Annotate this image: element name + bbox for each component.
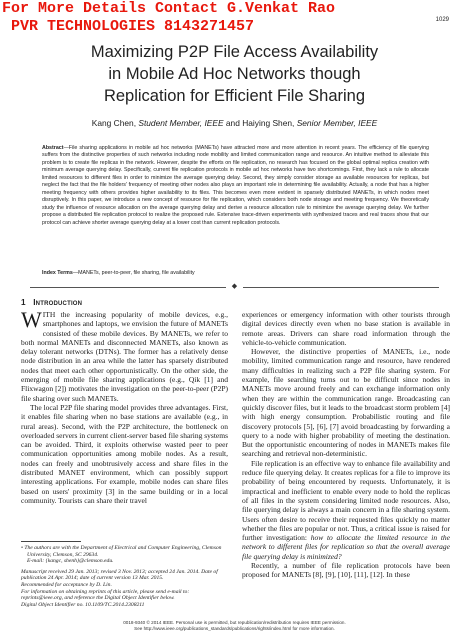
author-conjunction: and [225, 118, 240, 128]
index-terms-label: Index Terms [42, 270, 73, 276]
footer-line-1: 0018-9340 © 2014 IEEE. Personal use is permitted, but republication/redistribution requires IEEE permission. [123, 620, 346, 625]
abstract-label: Abstract [42, 145, 64, 151]
intro-paragraph-1 [21, 307, 228, 403]
contact-banner [0, 0, 336, 38]
abstract-text: —File sharing applications in mobile ad hoc networks (MANETs) have attracted more and more attention in recent years. The efficiency of file querying suffers from the distinctive properties of such networks including node mobility and limited communication range and resource. An intuitive method to alleviate this problem is to create file replicas in the network. However, despite the efforts on file replication, no research has focused on the global optimal replica creation with minimum average querying delay. Specifically, current file replication protocols in mobile ad hoc networks have two shortcomings. First, they lack a rule to allocate limited resources to different files in order to minimize the average querying delay. Second, they simply consider storage as available resources for replicas, but neglect the fact that the file holders' frequency of meeting other nodes also plays an important role in determining file availability. Actually, a node that has a higher meeting frequency with others provides higher availability to its files. This becomes even more evident in sparsely distributed MANETs, in which nodes meet disruptively. In this paper, we introduce a new concept of resource for file replication, which considers both node storage and meeting frequency. We theoretically study the influence of resource allocation on the average querying delay and derive a resource allocation rule to minimize the average querying delay. We further propose a distributed file replication protocol to realize the proposed rule. Extensive trace-driven experiments with synthesized traces and real traces show that our protocol can achieve shorter average querying delay at a lower cost than current replication protocols. [42, 145, 429, 226]
page-number: 1029 [435, 17, 449, 23]
affiliation-text: • The authors are with the Department of Electrical and Computer Engineering, Clemson University, Clemson, SC 29634. [21, 545, 222, 558]
history-line-4: Digital Object Identifier no. 10.1109/TC.2014.2308211 [21, 601, 145, 608]
banner-line-1: For More Details Contact G.Venkat Rao [2, 0, 336, 17]
manuscript-history [21, 569, 228, 582]
right-paragraph-4: Recently, a number of file replication protocols have been proposed for MANETs [8], [9], [10], [11], [12]. In these [242, 561, 450, 580]
left-column [21, 307, 229, 505]
title-line-2: in Mobile Ad Hoc Networks though [108, 65, 361, 83]
right-paragraph-1: experiences or emergency information with other tourists through digital devices directly even when no base station is available in remote areas. Drivers can share road information through the vehicle-to-vehicle communication. [242, 310, 450, 347]
intro-paragraph-1-text: ITH the increasing popularity of mobile devices, e.g., smartphones and laptops, we envision the future of MANETs consisted of these mobile devices. By MANETs, we refer to both normal MANETs and disconnected MANETs, also known as delay tolerant networks (DTNs). The former has a relatively dense node distribution in an area while the latter has sparsely distributed nodes that meet each other opportunistically. On the other side, the emerging of mobile file sharing applications (e.g., Qik [1] and Flixwagon [2]) motivates the investigation on the peer-to-peer (P2P) file sharing over such MANETs. [21, 310, 228, 403]
copyright-footer [20, 620, 449, 631]
recommendation-note [21, 582, 228, 589]
title-line-3: Replication for Efficient File Sharing [103, 87, 366, 105]
author-2-name: Haiying Shen, [242, 118, 295, 128]
right-column [242, 310, 450, 580]
footnotes [21, 545, 228, 608]
affiliation-email: E-mail: {kangc, shenh}@clemson.edu. [27, 558, 114, 565]
author-1-name: Kang Chen, [91, 118, 137, 128]
reprints-note [21, 589, 228, 602]
history-line-1: Manuscript received 29 Jan. 2013; revised 3 Nov. 2013; accepted 24 Jan. 2014. Date of publication 24 Apr. 2014; date of current version 13 Mar. 2015. [21, 568, 218, 582]
abstract [42, 145, 429, 227]
right-paragraph-2: However, the distinctive properties of MANETs, i.e., node mobility, limited communication range and resource, have rendered many difficulties in realizing such a P2P file sharing system. For example, file searching turns out to be difficult since nodes in MANETs move around freely and can exchange information only when they are within the communication range. Broadcasting can quickly discover files, but it leads to the broadcast storm problem [4] with high energy consumption. Probabilistic routing and file discovery protocols [5], [6], [7] avoid broadcasting by forwarding a query to a node with higher probability of meeting the destination. But the opportunistic encountering of nodes in MANETs makes file searching and retrieval non-deterministic. [242, 347, 450, 459]
section-divider-right [243, 287, 439, 288]
diamond-ornament-icon: ◆ [231, 282, 238, 290]
affiliation-note [21, 545, 228, 565]
section-divider-left [30, 287, 226, 288]
author-line [20, 118, 449, 128]
banner-line-2: PVR TECHNOLOGIES 8143271457 [11, 18, 255, 35]
intro-paragraph-2: The local P2P file sharing model provides three advantages. First, it enables file sharing when no base stations are available (e.g., in rural areas). Second, with the P2P architecture, the bottleneck on overloaded servers in current client-server based file sharing systems can be avoided. Third, it exploits otherwise wasted peer to peer communication opportunities among mobile nodes. As a result, nodes can freely and unobtrusively access and share files in the distributed MANET environment, which can possibly support interesting applications. For example, mobile nodes can share files based on users' proximity [3] in the same building or in a local community. Tourists can share their travel [21, 402, 229, 505]
title-line-1: Maximizing P2P File Access Availability [90, 43, 379, 61]
section-title: Introduction [33, 298, 83, 307]
right-paragraph-3 [242, 459, 450, 561]
history-line-2: Recommended for acceptance by D. Lin. [21, 581, 112, 588]
author-1-role: Student Member, IEEE [138, 118, 224, 128]
right-paragraph-3-text: File replication is an effective way to enhance file availability and reduce file querying delay. It creates replicas for a file to improve its probability of being encountered by requests. Unfortunately, it is impractical and inefficient to enable every node to hold the replicas of all files in the system considering limited node resources. Also, file querying delay is always a main concern in a file sharing system. Users often desire to receive their requested files quickly no matter whether the files are popular or not. Thus, a critical issue is raised for further investigation: [242, 458, 450, 543]
footer-line-2: See http://www.ieee.org/publications_standards/publications/rights/index.html for more information. [134, 625, 335, 631]
index-terms [42, 270, 429, 276]
index-terms-text: —MANETs, peer-to-peer, file sharing, file availability [72, 270, 195, 276]
paper-title [20, 41, 449, 107]
history-line-3: For information on obtaining reprints of this article, please send e-mail to: reprints@ieee.org, and reference the Digital Object Identifier below. [21, 588, 190, 602]
research-question: how to allocate the limited resource in the network to different files for replication so that the overall average file querying delay is minimized? [242, 533, 451, 561]
doi-note [21, 602, 228, 609]
author-2-role: Senior Member, IEEE [296, 118, 378, 128]
section-number: 1 [21, 298, 26, 307]
section-heading [21, 298, 82, 307]
footnote-rule [21, 541, 81, 542]
drop-cap: W [21, 307, 42, 332]
